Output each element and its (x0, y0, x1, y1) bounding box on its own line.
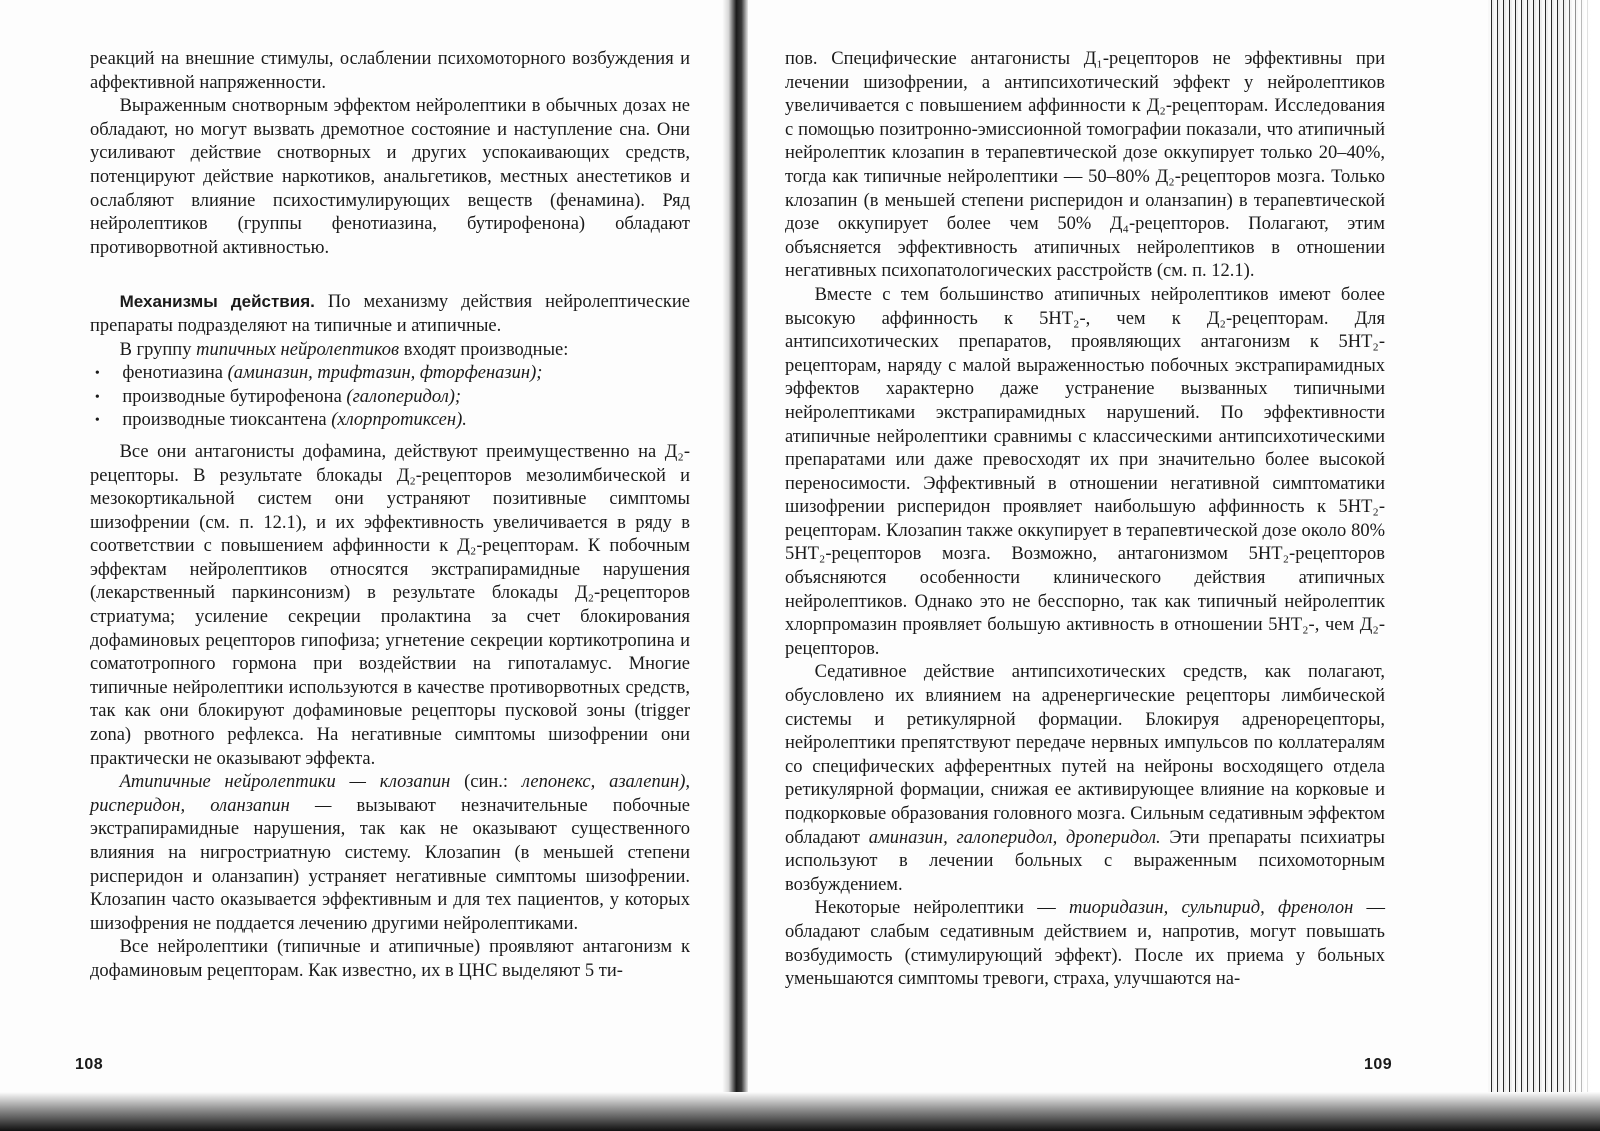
section-heading-text: По механизму действия нейролептические препараты подразделяют на типичные и атипичные. (90, 292, 691, 336)
page-number-right: 109 (1364, 1056, 1393, 1073)
italic-term: типичных нейролептиков (196, 339, 400, 360)
list-item-text: производные тиоксантена (122, 410, 332, 431)
text-run: Эти препараты психиатры используют в лечении больных с выраженным психомоторным возбуждением. (785, 827, 1385, 895)
text-run: входят производные: (399, 339, 569, 360)
section-heading: Механизмы действия. (119, 292, 315, 312)
text-run: — обладают слабым седативным действием и, напротив, могут повышать возбудимость (стимулирующий эффект). После их приема у больных уменьшаются симптомы тревоги, страха, улучшаются на- (785, 898, 1386, 990)
paragraph (785, 661, 1385, 897)
paragraph (90, 771, 690, 936)
paragraph (785, 897, 1385, 991)
paragraph: Выраженным снотворным эффектом нейролептики в обычных дозах не обладают, но могут вызвать дремотное состояние и наступление сна. Они усиливают действие снотворных и других успокаивающих средств, потенцируют действие наркотиков, анальгетиков, местных анестетиков и ослабляют влияние психостимулирующих веществ (фенамина). Ряд нейролептиков (группы фенотиазина, бутирофенона) обладают противорвотной активностью. (90, 96, 690, 258)
text-run: Седативное действие антипсихотических средств, как полагают, обусловлено их влиянием на адренергические рецепторы лимбической системы и ретикулярной формации. Блокируя адренорецепторы, нейролептики препятствуют передаче нервных импульсов по коллатералям со специфических афферентных путей на нейроны восходящего отдела ретикулярной формации, снижая ее активирующее влияние на корковые и подкорковые образования головного мозга. Сильным седативным эффектом обладают (785, 662, 1385, 848)
text-run: В группу (119, 339, 197, 360)
text-run: (син.: (450, 772, 522, 793)
list-item-text: производные бутирофенона (122, 386, 347, 407)
text-run: Некоторые нейролептики — (814, 898, 1069, 919)
scan-bottom-edge (0, 1092, 1600, 1131)
list-item-italic: (хлорпротиксен). (331, 410, 467, 431)
italic-term: лепонекс, азалепин), рисперидон, оланзапин — (90, 772, 690, 816)
paragraph (90, 339, 690, 363)
list-item-italic: (галоперидол); (346, 386, 462, 407)
page-number-left: 108 (75, 1056, 104, 1073)
italic-term: аминазин, галоперидол, дроперидол. (868, 827, 1161, 848)
text-run: вызывают незначительные побочные экстрапирамидные нарушения, так как не оказывают существенного влияния на нигростриатную систему. Клозапин (в меньшей степени рисперидон и оланзапин) устраняет негативные симптомы шизофрении. Клозапин часто оказывается эффективным и для тех пациентов, у которых шизофрения не поддается лечению другими нейролептиками. (90, 795, 690, 934)
paragraph: пов. Специфические антагонисты Д₁-рецепторов не эффективны при лечении шизофрении, а антипсихотический эффект у нейролептиков увеличивается с повышением аффинности к Д₂-рецепторам. Исследования с помощью позитронно-эмиссионной томографии показали, что атипичный нейролептик клозапин в терапевтической дозе оккупирует только 20–40%, тогда как типичные нейролептики — 50–80% Д₂-рецепторов мозга. Только клозапин (в меньшей степени рисперидон и оланзапин) в терапевтической дозе оккупирует более чем 50% Д₄-рецепторов. Полагают, этим объясняется эффективность атипичных нейролептиков в отношении негативных психопатологических расстройств (см. п. 12.1). (785, 49, 1385, 282)
book-gutter (722, 0, 748, 1131)
paragraph: Вместе с тем большинство атипичных нейролептиков имеют более высокую аффинность к 5HT₂-, чем к Д₂-рецепторам. Для антипсихотических препаратов, проявляющих антагонизм к 5HT₂-рецепторам, наряду с малой выраженностью побочных экстрапирамидных эффектов характерно даже устранение вызванных типичными нейролептиками экстрапирамидных нарушений. По эффективности атипичные нейролептики сравнимы с классическими антипсихотическими препаратами или даже превосходят их при значительно более высокой переносимости. Эффективный в отношении негативной симптоматики шизофрении рисперидон проявляет наибольшую аффинность к 5HT₂-рецепторам. Клозапин также оккупирует в терапевтической дозе около 80% 5HT₂-рецепторов мозга. Возможно, антагонизмом 5HT₂-рецепторов объясняются особенности клинического действия атипичных нейролептиков. Однако это не бесспорно, так как типичный нейролептик хлорпромазин проявляет большую активность в отношении 5HT₂-, чем Д₂-рецепторов. (785, 284, 1385, 659)
list-item-text: фенотиазина (122, 363, 228, 384)
page-edges (1488, 0, 1600, 1131)
list-item (90, 409, 690, 433)
italic-term: тиоридазин, сульпирид, френолон (1068, 898, 1354, 919)
paragraph: Все они антагонисты дофамина, действуют преимущественно на Д₂-рецепторы. В результате блокады Д₂-рецепторов мезолимбической и мезокортикальной систем они устраняют позитивные симптомы шизофрении (см. п. 12.1), и их эффективность увеличивается в ряду в соответствии с повышением аффинности к Д₂-рецепторам. К побочным эффектам нейролептиков относятся экстрапирамидные нарушения (лекарственный паркинсонизм) в результате блокады Д₂-рецепторов стриатума; усиление секреции пролактина за счет блокирования дофаминовых рецепторов гипофиза; угнетение секреции кортикотропина и соматотропного гормона при воздействии на гипоталамус. Многие типичные нейролептики используются в качестве противорвотных средств, так как они блокируют дофаминовые рецепторы пусковой зоны (trigger zona) рвотного рефлекса. На негативные симптомы шизофрении они практически не оказывают эффекта. (90, 441, 690, 769)
right-page (785, 48, 1385, 992)
list-item (90, 362, 690, 386)
italic-term: Атипичные нейролептики — клозапин (119, 772, 451, 793)
bullet-list (90, 362, 690, 433)
paragraph: реакций на внешние стимулы, ослаблении психомоторного возбуждения и аффективной напряженности. (90, 49, 690, 93)
list-item-italic: (аминазин, трифтазин, фторфеназин); (227, 363, 543, 384)
section-paragraph (90, 290, 690, 338)
list-item (90, 386, 690, 410)
paragraph: Все нейролептики (типичные и атипичные) проявляют антагонизм к дофаминовым рецепторам. Как известно, их в ЦНС выделяют 5 ти- (90, 937, 690, 981)
left-page (90, 48, 690, 984)
